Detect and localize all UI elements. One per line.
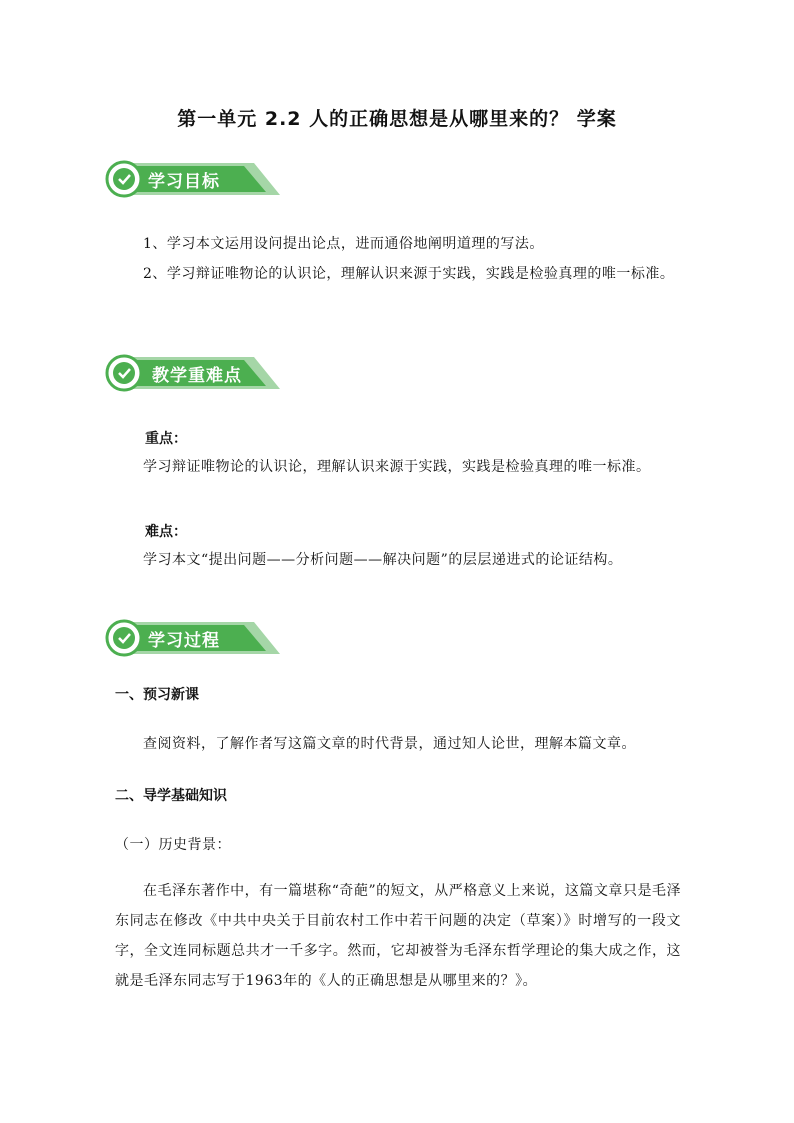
- difficulty-label: 难点：: [145, 524, 187, 540]
- section-label-process: 学习过程: [148, 631, 220, 651]
- sub1-heading: （一）历史背景：: [115, 837, 231, 853]
- focus-label: 重点：: [145, 431, 187, 447]
- section-label-key-points: 教学重难点: [152, 366, 242, 386]
- section-badge-goals: [104, 158, 284, 200]
- goal-item-1: 1、学习本文运用设问提出论点，进而通俗地阐明道理的写法。: [143, 236, 544, 252]
- part1-text: 查阅资料，了解作者写这篇文章的时代背景，通过知人论世，理解本篇文章。: [143, 736, 636, 752]
- sub1-text: 在毛泽东著作中，有一篇堪称“奇葩”的短文，从严格意义上来说，这篇文章只是毛泽东同志在修改《中共中央关于目前农村工作中若干问题的决定（草案）》时增写的一段文字，全文连同标题总共才一千多字。然而，它却被誉为毛泽东哲学理论的集大成之作，这就是毛泽东同志写于1963年的《人的正确思想是从哪里来的？》。: [115, 883, 681, 989]
- part1-heading: 一、预习新课: [115, 687, 199, 703]
- section-badge-process: [104, 617, 284, 659]
- focus-text: 学习辩证唯物论的认识论，理解认识来源于实践，实践是检验真理的唯一标准。: [143, 459, 651, 475]
- document-title: 第一单元 2.2 人的正确思想是从哪里来的？ 学案: [177, 108, 617, 130]
- difficulty-text: 学习本文“提出问题——分析问题——解决问题”的层层递进式的论证结构。: [143, 552, 623, 568]
- section-label-goals: 学习目标: [148, 172, 220, 192]
- section-badge-key-points: [104, 352, 284, 394]
- goal-item-2: 2、学习辩证唯物论的认识论，理解认识来源于实践，实践是检验真理的唯一标准。: [143, 266, 675, 282]
- part2-heading: 二、导学基础知识: [115, 788, 227, 804]
